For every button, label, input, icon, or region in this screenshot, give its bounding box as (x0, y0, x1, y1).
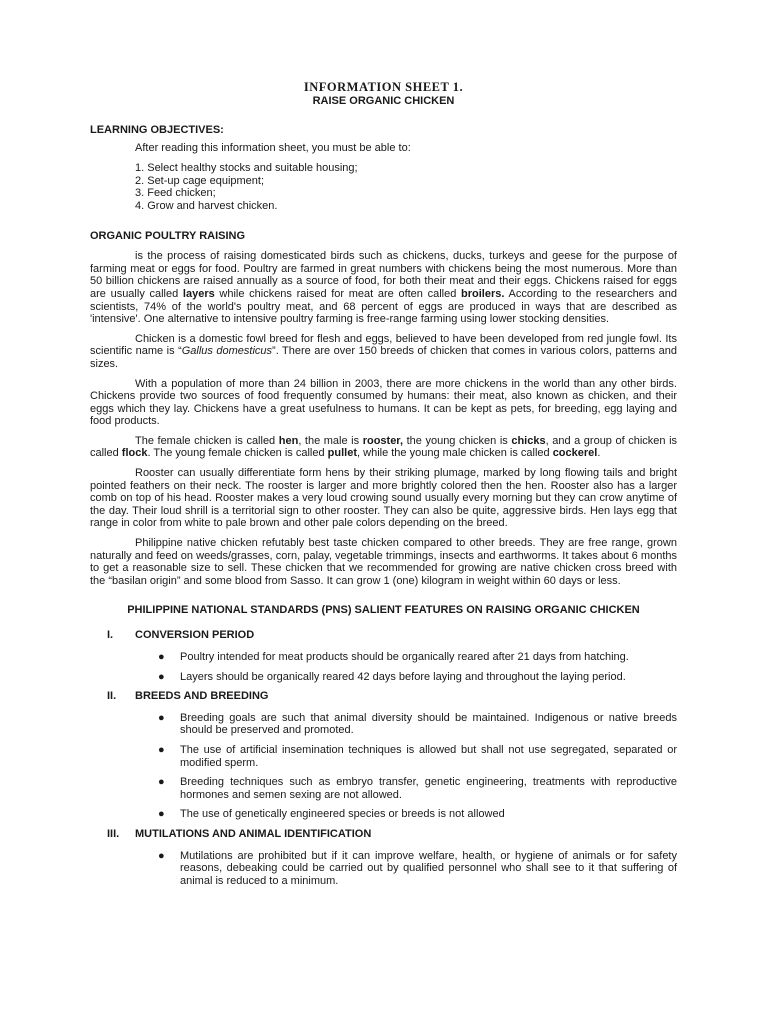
paragraph-native-chicken: Philippine native chicken refutably best taste chicken compared to other breeds. They are free range, grown naturally and feed on weeds/grasses, corn, palay, vegetable trimmings, insects and earthworms. It takes about 6 months to get a reasonable size to sell. These chicken that we recommended for growing are native chicken cross breed with the “basilan origin” and some blood from Sasso. It can grow 1 (one) kilogram in weight within 60 days or less. (90, 537, 677, 587)
section-number: I. (107, 629, 114, 642)
bullet-list (90, 850, 677, 888)
pns-heading: PHILIPPINE NATIONAL STANDARDS (PNS) SALIENT FEATURES ON RAISING ORGANIC CHICKEN (127, 604, 640, 617)
bullet-icon: ● (158, 849, 165, 862)
objectives-list (135, 162, 677, 212)
document-subtitle: RAISE ORGANIC CHICKEN (312, 95, 455, 107)
paragraph-chicken-terms: The female chicken is called hen, the male is rooster, the young chicken is chicks, and a group of chicken is called flock. The young female chicken is called pullet, while the young male chicken is called cockerel. (90, 434, 678, 460)
objective-item: 4. Grow and harvest chicken. (135, 199, 278, 212)
paragraph-rooster: Rooster can usually differentiate form hens by their striking plumage, marked by long flowing tails and bright pointed feathers on their neck. The rooster is larger and more brightly colored then the hen. Rooster also has a larger comb on top of his head. Rooster makes a very loud crowing sound usually every morning but they can crow anytime of the day. Their loud shrill is a territorial sign to other rooster. They can also be quite, aggressive birds. Hen lays egg that range in color from white to pale brown and other pale colors depending on the breed. (90, 467, 677, 530)
bullet-list (90, 651, 677, 683)
pns-section-heading (90, 690, 677, 703)
section-title: BREEDS AND BREEDING (135, 690, 269, 703)
section-number: III. (107, 827, 120, 840)
paragraph-chicken-definition: Chicken is a domestic fowl breed for flesh and eggs, believed to have been developed from red jungle fowl. Its scientific name is “Gallus domesticus”. There are over 150 breeds of chicken that comes in various colors, patterns and sizes. (90, 332, 677, 370)
document-page (90, 80, 677, 894)
learning-objectives (135, 142, 677, 213)
bullet-icon: ● (158, 808, 165, 821)
objective-item: 2. Set-up cage equipment; (135, 174, 265, 187)
objective-item: 3. Feed chicken; (135, 187, 216, 200)
bullet-icon: ● (158, 743, 165, 756)
bullet-icon: ● (158, 776, 165, 789)
bullet-icon: ● (158, 651, 165, 663)
learning-objectives-heading: LEARNING OBJECTIVES: (90, 124, 224, 136)
list-item: ● Breeding goals are such that animal diversity should be maintained. Indigenous or native breeds should be preserved and promoted. (90, 712, 677, 737)
paragraph-poultry-definition: is the process of raising domesticated birds such as chickens, ducks, turkeys and geese for the purpose of farming meat or eggs for food. Poultry are farmed in great numbers with chickens being the most numerous. More than 50 billion chickens are raised annually as a source of food, for both their meat and their eggs. Chickens raised for eggs are usually called layers while chickens raised for meat are often called broilers. According to the researchers and scientists, 74% of the world's poultry meat, and 68 percent of eggs are produced in ways that are described as 'intensive'. One alternative to intensive poultry farming is free-range farming using lower stocking densities. (90, 250, 677, 326)
bullet-list (90, 712, 677, 821)
objective-item: 1. Select healthy stocks and suitable housing; (135, 162, 358, 175)
objectives-intro: After reading this information sheet, you must be able to: (135, 141, 411, 154)
paragraph-chicken-population: With a population of more than 24 billion in 2003, there are more chickens in the world than any other birds. Chickens provide two sources of food frequently consumed by humans: their meat, also known as chicken, and their eggs which they lay. Chickens have a great usefulness to humans. It can be kept as pets, for breeding, egg laying and food products. (90, 377, 677, 428)
list-item: ● Poultry intended for meat products should be organically reared after 21 days from hatching. (90, 651, 677, 664)
organic-poultry-heading: ORGANIC POULTRY RAISING (90, 229, 246, 242)
document-title: INFORMATION SHEET 1. (303, 80, 464, 94)
bullet-icon: ● (158, 670, 165, 683)
list-item: ● The use of artificial insemination techniques is allowed but shall not use segregated, separated or modified sperm. (90, 744, 677, 769)
section-title: MUTILATIONS AND ANIMAL IDENTIFICATION (135, 827, 372, 840)
list-item: ● Layers should be organically reared 42 days before laying and throughout the laying period. (90, 671, 677, 684)
list-item: ● The use of genetically engineered species or breeds is not allowed (90, 808, 677, 821)
pns-section-heading (90, 828, 677, 841)
bullet-icon: ● (158, 711, 165, 724)
section-number: II. (107, 690, 117, 703)
list-item: ● Breeding techniques such as embryo transfer, genetic engineering, treatments with reproductive hormones and semen sexing are not allowed. (90, 776, 677, 801)
list-item: ● Mutilations are prohibited but if it can improve welfare, health, or hygiene of animals or for safety reasons, debeaking could be carried out by qualified personnel who shall see to it that suffering of animal is reduced to a minimum. (90, 850, 677, 888)
pns-section-heading (90, 629, 677, 642)
section-title: CONVERSION PERIOD (135, 629, 255, 642)
